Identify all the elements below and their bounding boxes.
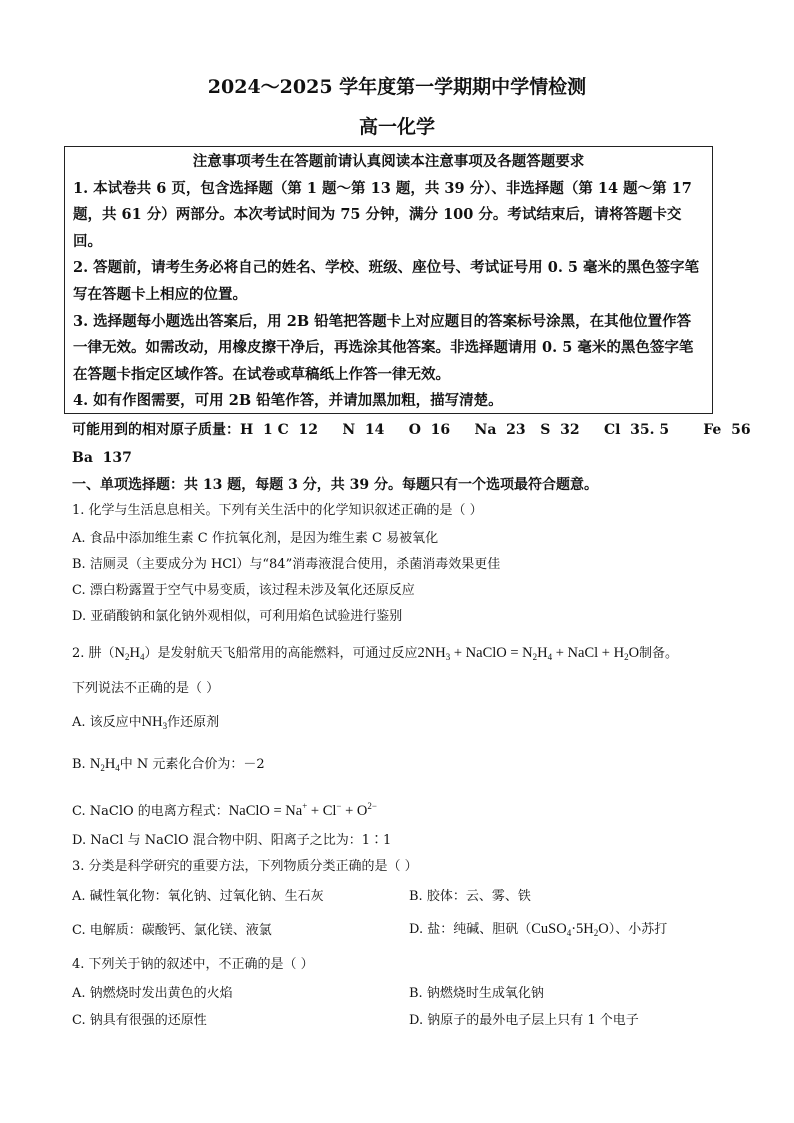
q2-c-pre: C. NaClO 的电离方程式： [72,804,229,819]
section-1-heading: 一、单项选择题：共 13 题，每题 3 分，共 39 分。每题只有一个选项最符合题意。 [72,477,598,493]
formula-cuso4: $CuSO_4\cdot 5H_2O$ [531,921,609,938]
q3-stem: 3. 分类是科学研究的重要方法，下列物质分类正确的是（ ） [72,859,418,874]
formula-nh3: $NH_3$ [141,714,168,731]
q4-option-d: D. 钠原子的最外电子层上只有 1 个电子 [409,1013,639,1028]
q2-a-post: 作还原剂 [167,715,220,730]
ionization-equation: NaClO = $Na^+ + Cl^- + O^{2-}$ [228,801,377,819]
q4-option-a: A. 钠燃烧时发出黄色的火焰 [72,986,233,1001]
q3-d-pre: D. 盐：纯碱、胆矾（ [409,922,532,937]
atomic-mass-values: H 1 C 12 N 14 O 16 Na 23 S 32 Cl 35. 5 Fe 56 [240,422,751,438]
notice-item-2: 2. 答题前，请考生务必将自己的姓名、学校、班级、座位号、考试证号用 0. 5 毫米的黑色签字笔写在答题卡上相应的位置。 [73,259,700,303]
q3-option-b: B. 胶体：云、雾、铁 [409,889,531,904]
q3-option-c: C. 电解质：碳酸钙、氯化镁、液氯 [72,923,272,938]
exam-title: 2024～2025 学年度第一学期期中学情检测 [207,76,587,98]
notice-item-1: 1. 本试卷共 6 页，包含选择题（第 1 题～第 13 题，共 39 分）、非选择题（第 14 题～第 17 题，共 61 分）两部分。本次考试时间为 75 分钟，满分 100 分。考试结束后，请将答题卡交回。 [73,179,692,250]
q2-option-c [72,797,754,821]
q1-option-d: D. 亚硝酸钠和氯化钠外观相似，可利用焰色试验进行鉴别 [72,609,403,624]
formula-n2h4: $N_2H_4$ [114,645,145,662]
exam-subject: 高一化学 [358,116,435,138]
q1-option-a: A. 食品中添加维生素 C 作抗氧化剂，是因为维生素 C 易被氧化 [72,531,439,546]
q1-stem: 1. 化学与生活息息相关。下列有关生活中的化学知识叙述正确的是（ ） [72,503,483,518]
atomic-mass-line [72,421,754,439]
q2-option-b [72,755,754,777]
q2-option-a [72,713,754,735]
notice-heading: 注意事项考生在答题前请认真阅读本注意事项及各题答题要求 [192,153,585,170]
notice-box [64,146,713,414]
q4-option-c: C. 钠具有很强的还原性 [72,1013,207,1028]
q2-b-post: 中 N 元素化合价为：－2 [119,757,265,772]
q3-option-a: A. 碱性氧化物：氧化钠、过氧化钠、生石灰 [72,889,324,904]
q1-option-b: B. 洁厕灵（主要成分为 HCl）与“84”消毒液混合使用，杀菌消毒效果更佳 [72,557,501,572]
atomic-mass-label: 可能用到的相对原子质量： [72,422,240,438]
q3-d-post: ）、小苏打 [608,922,668,937]
formula-n2h4-b: $N_2H_4$ [89,756,120,773]
q2-a-pre: A. 该反应中 [72,715,142,730]
atomic-mass-line-2: Ba 137 [72,450,132,466]
q2-b-pre: B. [72,757,90,772]
q2-stem-2: 下列说法不正确的是（ ） [72,681,220,696]
q2-option-d: D. NaCl 与 NaClO 混合物中阴、阳离子之比为：1∶1 [72,833,392,848]
q4-option-b: B. 钠燃烧时生成氧化钠 [409,986,544,1001]
q1-option-c: C. 漂白粉露置于空气中易变质，该过程未涉及氧化还原反应 [72,583,415,598]
q2-stem-pre: 2. 肼（ [72,646,115,661]
notice-item-3: 3. 选择题每小题选出答案后，用 2B 铅笔把答题卡上对应题目的答案标号涂黑，在其他位置作答一律无效。如需改动，用橡皮擦干净后，再选涂其他答案。非选择题请用 0. 5 毫米的黑色签字笔在答题卡指定区域作答。在试卷或草稿纸上作答一律无效。 [73,312,694,383]
q2-stem-post: 制备。 [639,646,679,661]
q2-stem-mid: ）是发射航天飞船常用的高能燃料，可通过反应 [144,646,418,661]
q2-stem [72,644,754,666]
q4-stem: 4. 下列关于钠的叙述中，不正确的是（ ） [72,957,314,972]
q3-option-d [409,918,667,938]
reaction-equation: $2NH_3$ + NaClO = $N_2H_4$ + NaCl + $H_2O$ [417,645,640,662]
notice-item-4: 4. 如有作图需要，可用 2B 铅笔作答，并请加黑加粗，描写清楚。 [73,392,503,410]
